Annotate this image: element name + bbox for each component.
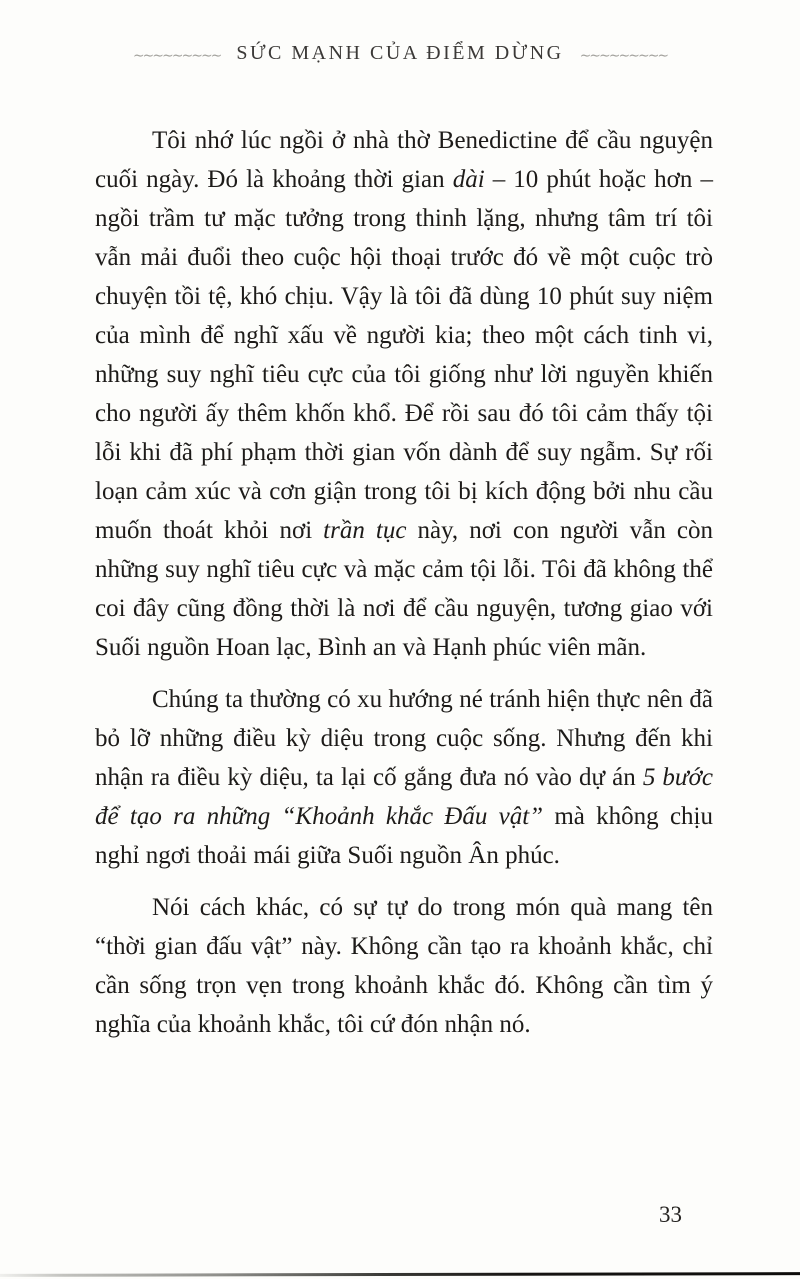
text-segment: Tôi nhớ lúc ngồi ở nhà thờ Benedictine để cầu nguyện cuối ngày. Đó là khoảng thời gian (95, 127, 713, 193)
running-header-title: SỨC MẠNH CỦA ĐIỂM DỪNG (236, 42, 564, 64)
text-segment: mà không chịu nghỉ ngơi thoải mái giữa Suối nguồn Ân phúc. (95, 803, 713, 869)
paragraph-2 (95, 680, 713, 875)
page-number: 33 (659, 1202, 682, 1227)
wavy-flourish-left-icon: ∼∼∼∼∼∼∼∼∼ (132, 49, 221, 64)
wavy-flourish-right-icon: ∼∼∼∼∼∼∼∼∼ (579, 49, 668, 64)
scan-page-edge-line (0, 1272, 800, 1277)
text-segment: trần tục (323, 517, 407, 544)
text-segment: Chúng ta thường có xu hướng né tránh hiện thực nên đã bỏ lỡ những điều kỳ diệu trong cuộc sống. Nhưng đến khi nhận ra điều kỳ diệu, ta lại cố gắng đưa nó vào dự án (95, 686, 713, 791)
body-text-block (95, 121, 713, 1057)
chapter-running-header (0, 42, 800, 65)
paragraph-3 (95, 888, 713, 1044)
text-segment: dài (452, 166, 485, 193)
text-segment: 5 bước để tạo ra những “Khoảnh khắc Đấu vật” (95, 764, 713, 830)
text-segment: này, nơi con người vẫn còn những suy nghĩ tiêu cực và mặc cảm tội lỗi. Tôi đã không thể coi đây cũng đồng thời là nơi để cầu nguyện, tương giao với Suối nguồn Hoan lạc, Bình an và Hạnh phúc viên mãn. (95, 517, 713, 661)
text-segment: Nói cách khác, có sự tự do trong món quà mang tên “thời gian đấu vật” này. Không cần tạo ra khoảnh khắc, chỉ cần sống trọn vẹn trong khoảnh khắc đó. Không cần tìm ý nghĩa của khoảnh khắc, tôi cứ đón nhận nó. (95, 894, 713, 1038)
paragraph-1 (95, 121, 713, 667)
text-segment: – 10 phút hoặc hơn – ngồi trầm tư mặc tưởng trong thinh lặng, nhưng tâm trí tôi vẫn mải đuổi theo cuộc hội thoại trước đó về một cuộc trò chuyện tồi tệ, khó chịu. Vậy là tôi đã dùng 10 phút suy niệm của mình để nghĩ xấu về người kia; theo một cách tinh vi, những suy nghĩ tiêu cực của tôi giống như lời nguyền khiến cho người ấy thêm khốn khổ. Để rồi sau đó tôi cảm thấy tội lỗi khi đã phí phạm thời gian vốn dành để suy ngẫm. Sự rối loạn cảm xúc và cơn giận trong tôi bị kích động bởi nhu cầu muốn thoát khỏi nơi (95, 166, 713, 544)
